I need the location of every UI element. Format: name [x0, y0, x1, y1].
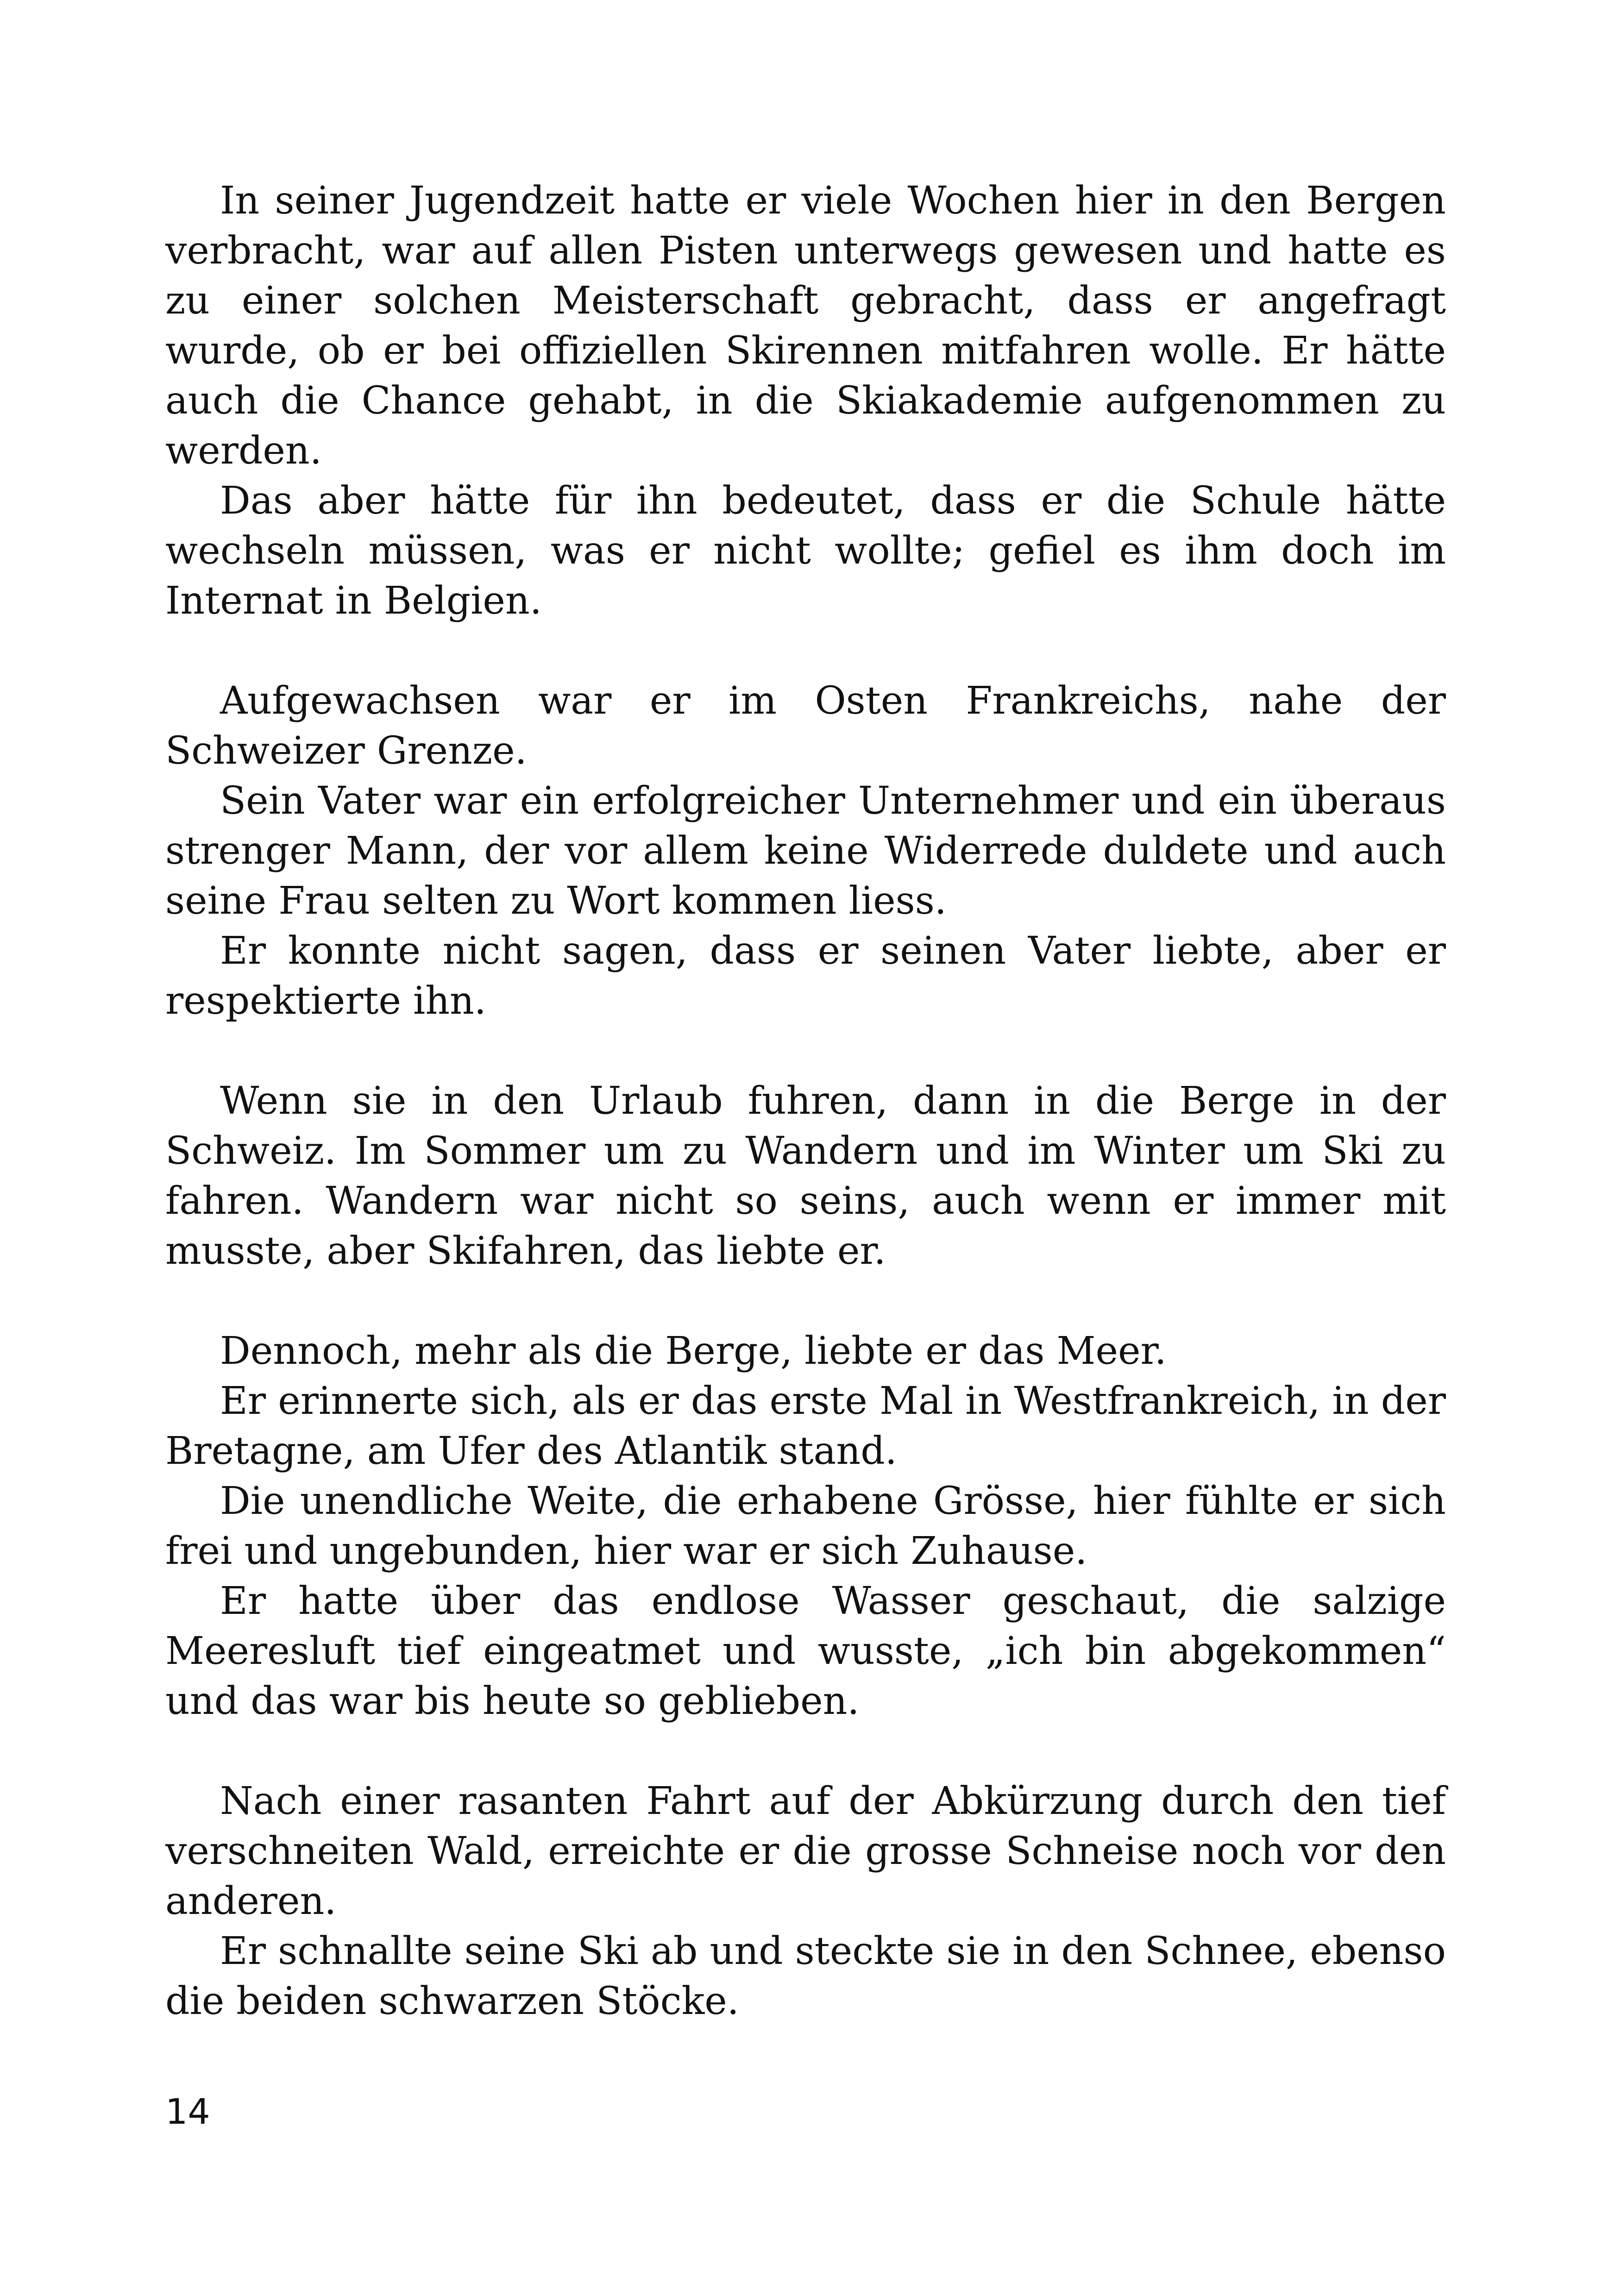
paragraph: Dennoch, mehr als die Berge, liebte er das Meer. — [220, 1329, 1167, 1373]
paragraph: In seiner Jugendzeit hatte er viele Wochen hier in den Bergen verbracht, war auf allen Pisten unterwegs gewesen und hatte es zu einer solchen Meisterschaft gebracht, dass er angefragt wurde, ob er bei offiziellen Skirennen mitfahren wolle. Er hätte auch die Chance gehabt, in die Skiakademie aufgenommen zu werden. — [165, 179, 1446, 473]
paragraph: Das aber hätte für ihn bedeutet, dass er die Schule hätte wechseln müssen, was er nicht wollte; gefiel es ihm doch im Internat in Belgien. — [165, 479, 1446, 623]
paragraph-gap — [165, 1026, 1446, 1076]
paragraph: Nach einer rasanten Fahrt auf der Abkürzung durch den tief verschneiten Wald, erreichte er die grosse Schneise noch vor den anderen. — [165, 1779, 1446, 1923]
paragraph: Sein Vater war ein erfolgreicher Unternehmer und ein überaus strenger Mann, der vor allem keine Widerrede duldete und auch seine Frau selten zu Wort kommen liess. — [165, 779, 1446, 923]
paragraph: Die unendliche Weite, die erhabene Grösse, hier fühlte er sich frei und ungebunden, hier war er sich Zuhause. — [165, 1479, 1446, 1573]
paragraph-gap — [165, 626, 1446, 676]
paragraph: Er hatte über das endlose Wasser geschaut, die salzige Meeresluft tief eingeatmet und wusste, „ich bin abgekommen“ und das war bis heute so geblieben. — [165, 1579, 1446, 1723]
paragraph: Wenn sie in den Urlaub fuhren, dann in die Berge in der Schweiz. Im Sommer um zu Wandern und im Winter um Ski zu fahren. Wandern war nicht so seins, auch wenn er immer mit musste, aber Skifahren, das liebte er. — [165, 1079, 1446, 1273]
paragraph: Er konnte nicht sagen, dass er seinen Vater liebte, aber er respektierte ihn. — [165, 929, 1446, 1023]
paragraph: Er erinnerte sich, als er das erste Mal in Westfrankreich, in der Bretagne, am Ufer des Atlantik stand. — [165, 1379, 1446, 1473]
body-text — [165, 176, 1446, 2026]
paragraph-gap — [165, 1276, 1446, 1326]
paragraph: Aufgewachsen war er im Osten Frankreichs, nahe der Schweizer Grenze. — [165, 679, 1446, 773]
paragraph-gap — [165, 1726, 1446, 1776]
paragraph: Er schnallte seine Ski ab und steckte sie in den Schnee, ebenso die beiden schwarzen Stöcke. — [165, 1929, 1446, 2023]
page-number: 14 — [165, 2091, 210, 2132]
